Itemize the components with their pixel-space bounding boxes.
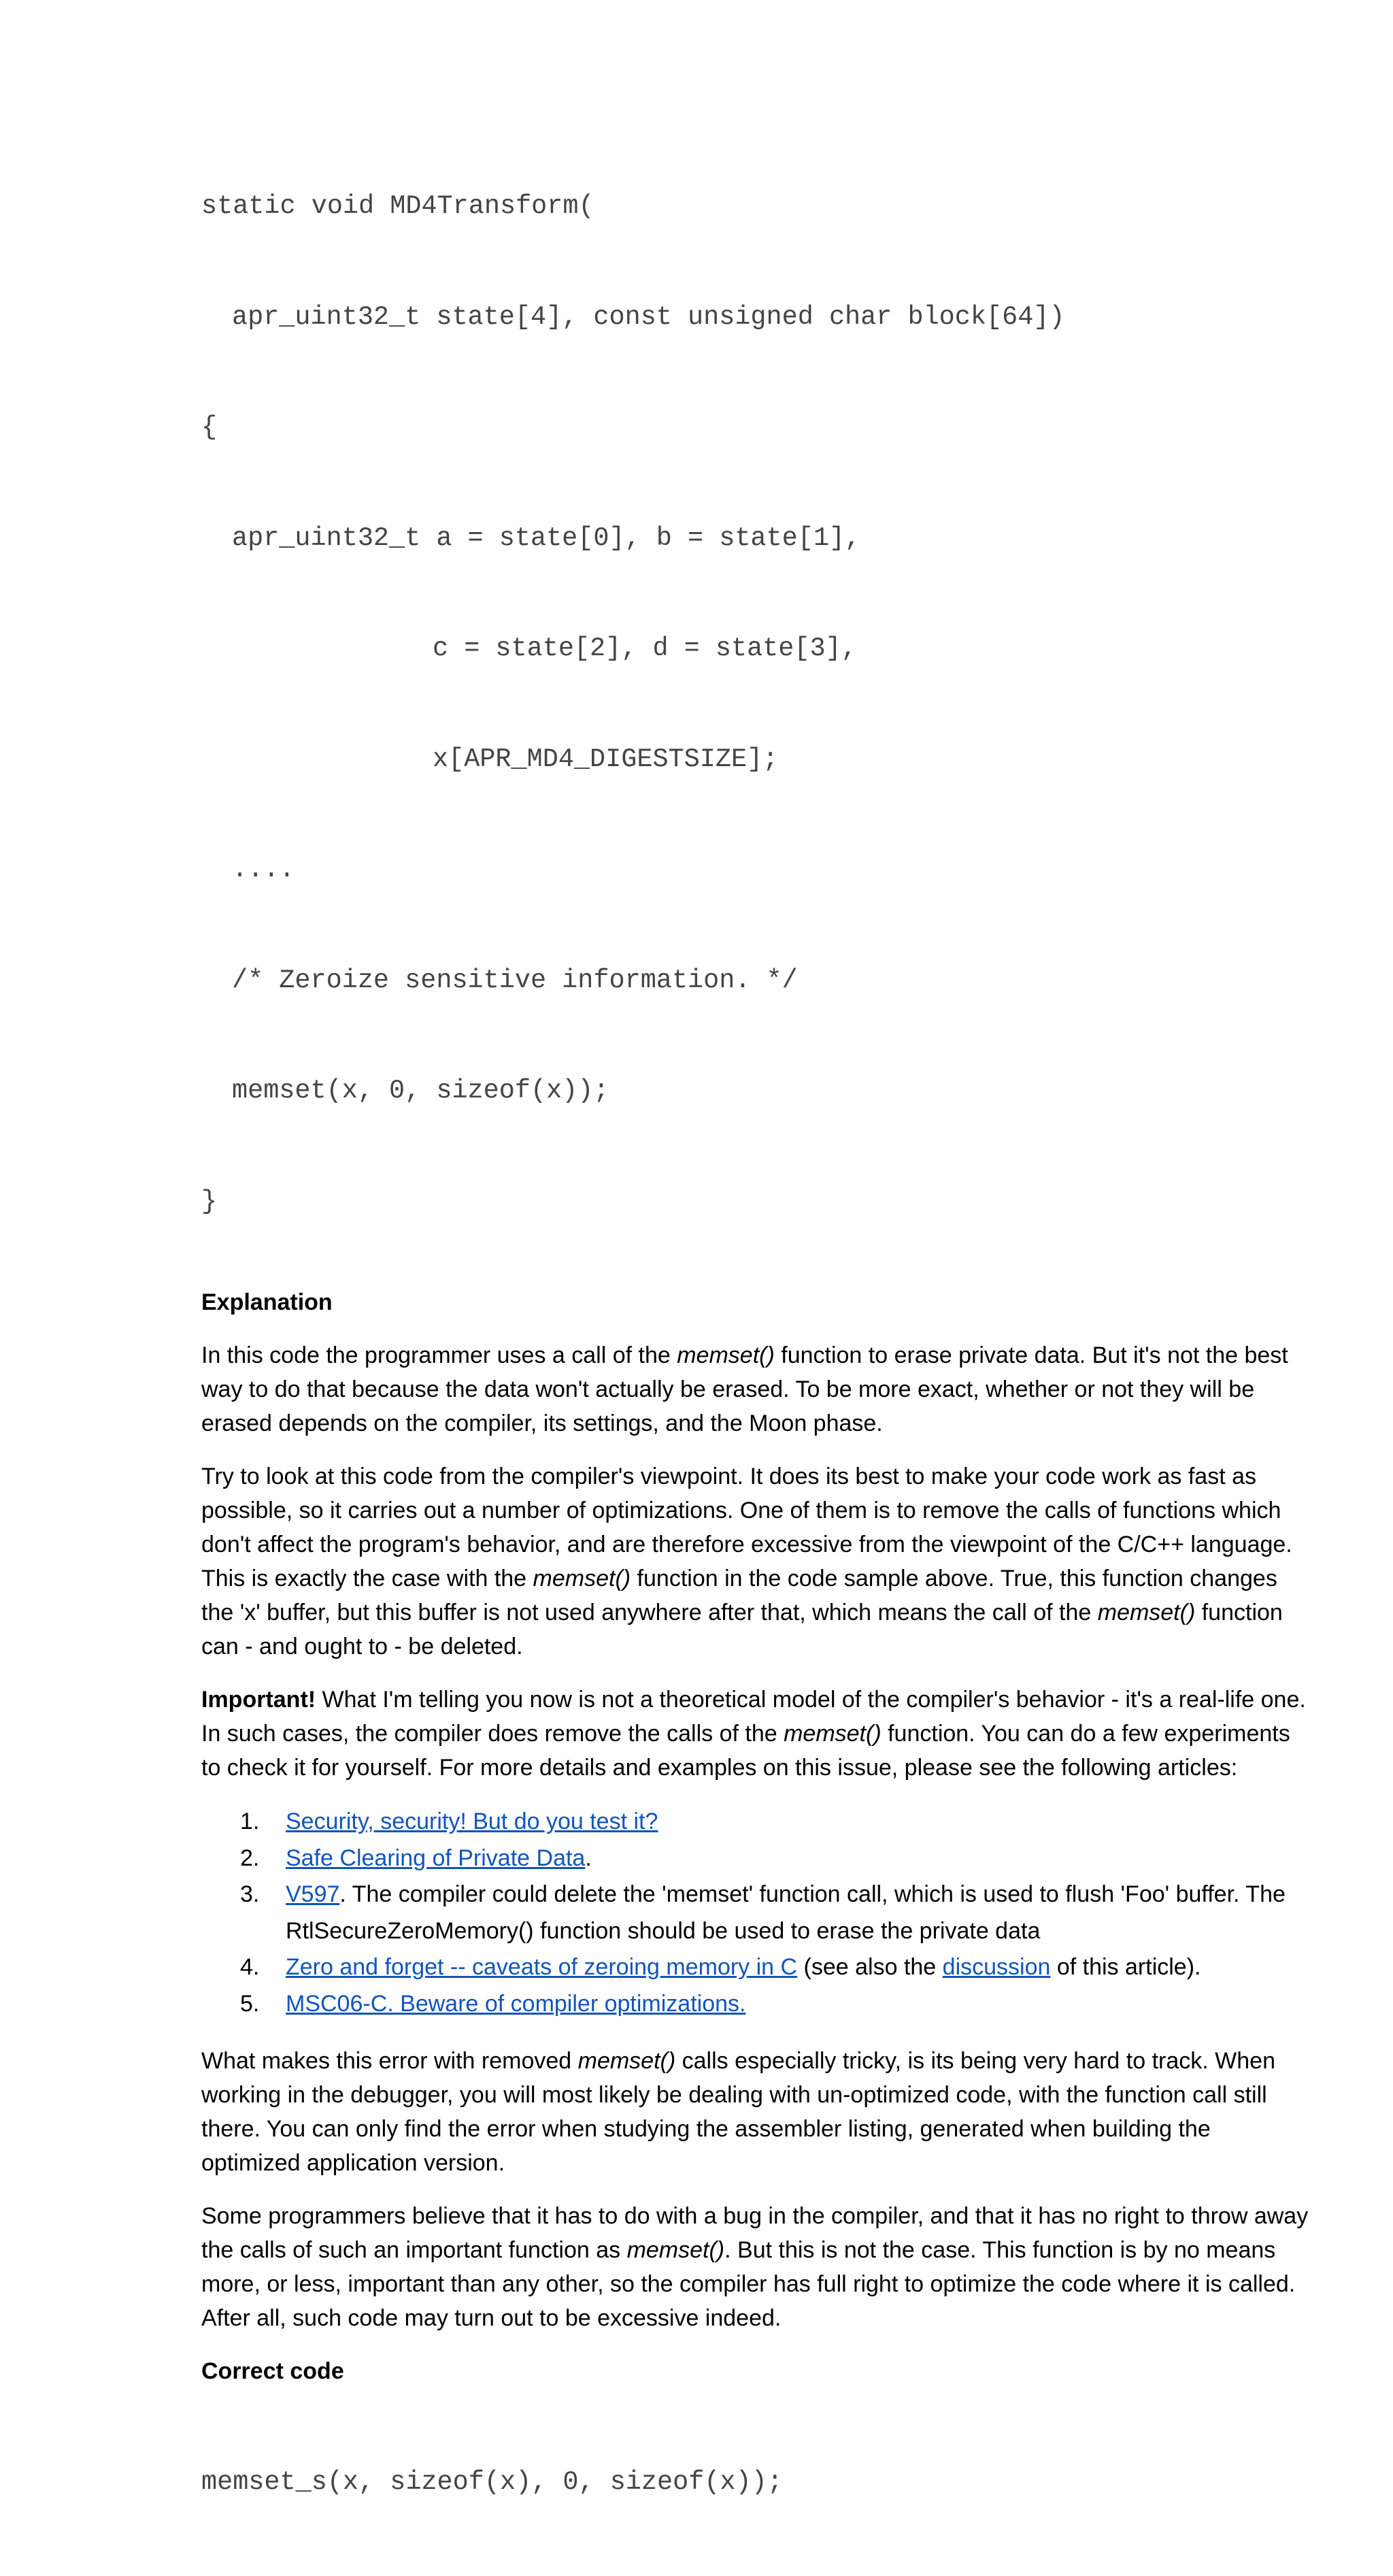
discussion-link[interactable]: discussion [942, 1954, 1051, 1980]
explanation-paragraph-1 [201, 1338, 1310, 1440]
code-line: c = state[2], d = state[3], [433, 633, 857, 663]
articles-list [201, 1804, 1310, 2022]
code-line: /* Zeroize sensitive information. */ [232, 965, 798, 995]
text: What makes this error with removed [201, 2048, 578, 2074]
code-line: apr_uint32_t state[4], const unsigned char block[64]) [232, 301, 1065, 332]
text: In this code the programmer uses a call of the [201, 1342, 677, 1368]
article-link[interactable]: V597 [286, 1881, 340, 1907]
article-link[interactable]: Security, security! But do you test it? [286, 1809, 658, 1834]
code-line: memset_s(x, sizeof(x), 0, sizeof(x)); [201, 2467, 783, 2497]
code-line: memset(x, 0, sizeof(x)); [232, 1076, 609, 1106]
text: . [585, 1845, 592, 1871]
code-term: memset() [677, 1342, 775, 1368]
paragraph-compiler-bug [201, 2199, 1310, 2335]
code-line: static void MD4Transform( [201, 191, 594, 221]
important-label: Important! [201, 1687, 316, 1713]
text: function. You can do a few experiments to check it for yourself. For more details and examples on this issue, please see the following articles: [201, 1721, 1290, 1781]
article-link[interactable]: Zero and forget -- caveats of zeroing memory in C [286, 1954, 798, 1980]
explanation-paragraph-3 [201, 1683, 1310, 1785]
list-number: 4. [240, 1954, 260, 1980]
list-item [201, 1949, 1310, 1986]
text: (see also the [797, 1954, 943, 1980]
list-item-body [286, 1986, 1310, 2023]
text: . The compiler could delete the 'memset' function call, which is used to flush 'Foo' buffer. The RtlSecureZeroMemory() function should be used to erase the private data [286, 1881, 1286, 1944]
text: What I'm telling you now is not a theoretical model of the compiler's behavior - it's a real-life one. In such cases, the compiler does remove the calls of the [201, 1687, 1306, 1747]
list-item [201, 1877, 1310, 1949]
code-line: apr_uint32_t a = state[0], b = state[1], [232, 523, 861, 553]
list-number: 1. [240, 1809, 260, 1834]
code-line: } [201, 1186, 218, 1217]
document-page [201, 129, 1310, 2576]
correct-code-heading: Correct code [201, 2358, 344, 2384]
list-item [201, 1840, 1310, 1877]
code-term: memset() [1097, 1600, 1196, 1625]
list-number: 5. [240, 1990, 260, 2017]
code-term: memset() [533, 1566, 631, 1591]
text: Some programmers believe that it has to do with a bug in the compiler, and that it has no right to throw away the calls of such an important function as [201, 2203, 1309, 2263]
text: function can - and ought to - be deleted. [201, 1600, 1283, 1659]
explanation-paragraph-2 [201, 1459, 1310, 1664]
text: of this article). [1050, 1954, 1201, 1980]
text: . But this is not the case. This function is by no means more, or less, important than any other, so the compiler has full right to optimize the code where it is called. After all, such code may turn out to be excessive indeed. [201, 2237, 1296, 2331]
list-item-body [286, 1877, 1310, 1949]
code-block-md4transform [201, 129, 1310, 1295]
article-link[interactable]: MSC06-C. Beware of compiler optimizations. [286, 1990, 746, 2017]
code-term: memset() [577, 2048, 676, 2074]
code-line: x[APR_MD4_DIGESTSIZE]; [433, 744, 779, 774]
code-line: { [201, 412, 218, 442]
list-item [201, 1986, 1310, 2023]
text: function to erase private data. But it's not the best way to do that because the data won't actually be erased. To be more exact, whether or not they will be erased depends on the compiler, its settings, and the Moon phase. [201, 1342, 1288, 1436]
text: function in the code sample above. True, this function changes the 'x' buffer, but this buffer is not used anywhere after that, which means the call of the [201, 1566, 1277, 1625]
list-item-body [286, 1804, 1310, 1840]
code-line: .... [232, 855, 295, 885]
code-term: memset() [626, 2237, 725, 2263]
list-item-body [286, 1840, 1310, 1877]
list-item [201, 1804, 1310, 1840]
list-number: 2. [240, 1845, 260, 1871]
paragraph-tricky [201, 2044, 1310, 2180]
article-link[interactable]: Safe Clearing of Private Data [286, 1845, 586, 1871]
list-item-body [286, 1949, 1310, 1986]
code-term: memset() [784, 1721, 882, 1747]
text: calls especially tricky, is its being very hard to track. When working in the debugger, you will most likely be dealing with un-optimized code, with the function call still there. You can only find the error when studying the assembler listing, generated when building the optimized application version. [201, 2048, 1275, 2176]
list-number: 3. [240, 1881, 260, 1907]
explanation-heading: Explanation [201, 1289, 333, 1315]
text: Try to look at this code from the compiler's viewpoint. It does its best to make your code work as fast as possible, so it carries out a number of optimizations. One of them is to remove the calls of functions which don't affect the program's behavior, and are therefore excessive from the viewpoint of the C/C++ language. This is exactly the case with the [201, 1464, 1292, 1591]
code-block-correct [201, 2405, 1310, 2576]
